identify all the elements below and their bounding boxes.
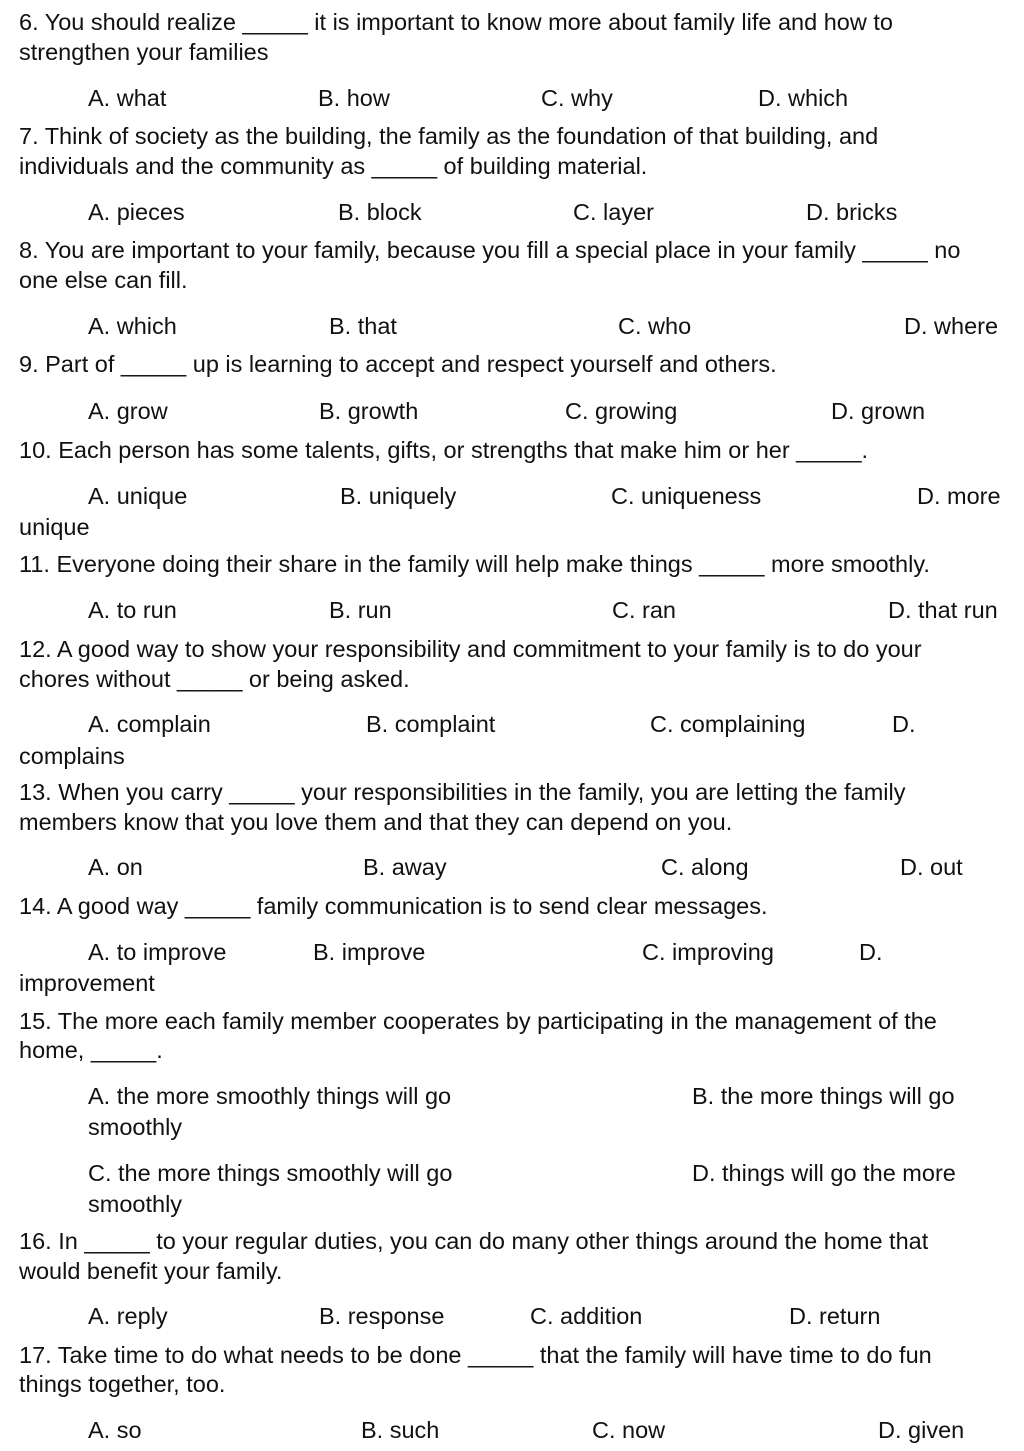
question-14-option-b: B. improve <box>313 939 426 965</box>
question-12-option-d: D. <box>892 711 916 737</box>
question-7-stem-line-1: 7. Think of society as the building, the family as the foundation of that building, and <box>19 123 879 149</box>
question-15-option-d: D. things will go the more <box>692 1160 956 1186</box>
question-6-option-a: A. what <box>88 85 167 111</box>
question-11-option-a: A. to run <box>88 597 177 623</box>
question-14-option-d-continued: improvement <box>19 970 155 996</box>
question-6-stem-line-2: strengthen your families <box>19 39 269 65</box>
question-17-option-a: A. so <box>88 1417 142 1443</box>
question-8-option-c: C. who <box>618 313 692 339</box>
question-12-stem-line-2: chores without _____ or being asked. <box>19 666 410 692</box>
question-9-option-c: C. growing <box>565 398 678 424</box>
question-16-option-d: D. return <box>789 1303 881 1329</box>
question-6-option-b: B. how <box>318 85 390 111</box>
question-16-option-b: B. response <box>319 1303 445 1329</box>
question-8-stem-line-2: one else can fill. <box>19 267 188 293</box>
question-15-option-c-continued: smoothly <box>88 1191 183 1217</box>
question-15-stem-line-1: 15. The more each family member cooperates by participating in the management of the <box>19 1008 937 1034</box>
question-12-option-c: C. complaining <box>650 711 806 737</box>
question-17-option-c: C. now <box>592 1417 666 1443</box>
question-11-option-b: B. run <box>329 597 392 623</box>
question-10-option-c: C. uniqueness <box>611 483 762 509</box>
question-15-stem-line-2: home, _____. <box>19 1037 163 1063</box>
question-17-stem-line-2: things together, too. <box>19 1371 226 1397</box>
question-14-stem-line-1: 14. A good way _____ family communication is to send clear messages. <box>19 893 768 919</box>
question-13-option-c: C. along <box>661 854 749 880</box>
question-10-stem-line-1: 10. Each person has some talents, gifts, or strengths that make him or her _____. <box>19 437 869 463</box>
question-11-option-c: C. ran <box>612 597 676 623</box>
question-10-option-b: B. uniquely <box>340 483 457 509</box>
question-15-option-c: C. the more things smoothly will go <box>88 1160 453 1186</box>
question-17-stem-line-1: 17. Take time to do what needs to be done _____ that the family will have time to do fun <box>19 1342 932 1368</box>
question-17-option-d: D. given <box>878 1417 965 1443</box>
question-13-option-d: D. out <box>900 854 963 880</box>
question-8-option-a: A. which <box>88 313 177 339</box>
question-13-option-a: A. on <box>88 854 143 880</box>
question-7-option-a: A. pieces <box>88 199 185 225</box>
question-16-option-c: C. addition <box>530 1303 643 1329</box>
question-12-option-a: A. complain <box>88 711 211 737</box>
question-8-stem-line-1: 8. You are important to your family, because you fill a special place in your family _____ no <box>19 237 961 263</box>
question-13-stem-line-2: members know that you love them and that they can depend on you. <box>19 809 733 835</box>
question-9-option-d: D. grown <box>831 398 926 424</box>
question-10-option-d: D. more <box>917 483 1001 509</box>
question-14-option-a: A. to improve <box>88 939 227 965</box>
question-13-option-b: B. away <box>363 854 447 880</box>
question-17-option-b: B. such <box>361 1417 440 1443</box>
question-7-option-d: D. bricks <box>806 199 898 225</box>
question-9-option-b: B. growth <box>319 398 419 424</box>
question-16-stem-line-1: 16. In _____ to your regular duties, you can do many other things around the home that <box>19 1228 929 1254</box>
question-10-option-d-continued: unique <box>19 514 90 540</box>
question-12-option-d-continued: complains <box>19 743 125 769</box>
question-6-option-c: C. why <box>541 85 613 111</box>
question-10-option-a: A. unique <box>88 483 188 509</box>
question-11-option-d: D. that run <box>888 597 998 623</box>
question-9-stem-line-1: 9. Part of _____ up is learning to accept and respect yourself and others. <box>19 351 777 377</box>
question-6-option-d: D. which <box>758 85 849 111</box>
question-11-stem-line-1: 11. Everyone doing their share in the family will help make things _____ more smoothly. <box>19 551 930 577</box>
question-14-option-c: C. improving <box>642 939 774 965</box>
question-9-option-a: A. grow <box>88 398 168 424</box>
question-15-option-a: A. the more smoothly things will go <box>88 1083 452 1109</box>
question-12-option-b: B. complaint <box>366 711 496 737</box>
question-16-option-a: A. reply <box>88 1303 168 1329</box>
question-7-stem-line-2: individuals and the community as _____ of building material. <box>19 153 648 179</box>
question-12-stem-line-1: 12. A good way to show your responsibility and commitment to your family is to do your <box>19 636 922 662</box>
question-7-option-c: C. layer <box>573 199 654 225</box>
question-16-stem-line-2: would benefit your family. <box>19 1258 283 1284</box>
question-15-option-b: B. the more things will go <box>692 1083 955 1109</box>
question-8-option-d: D. where <box>904 313 999 339</box>
question-13-stem-line-1: 13. When you carry _____ your responsibilities in the family, you are letting the family <box>19 779 906 805</box>
question-7-option-b: B. block <box>338 199 422 225</box>
question-8-option-b: B. that <box>329 313 397 339</box>
question-14-option-d: D. <box>859 939 883 965</box>
question-15-option-a-continued: smoothly <box>88 1114 183 1140</box>
question-6-stem-line-1: 6. You should realize _____ it is important to know more about family life and how to <box>19 9 893 35</box>
